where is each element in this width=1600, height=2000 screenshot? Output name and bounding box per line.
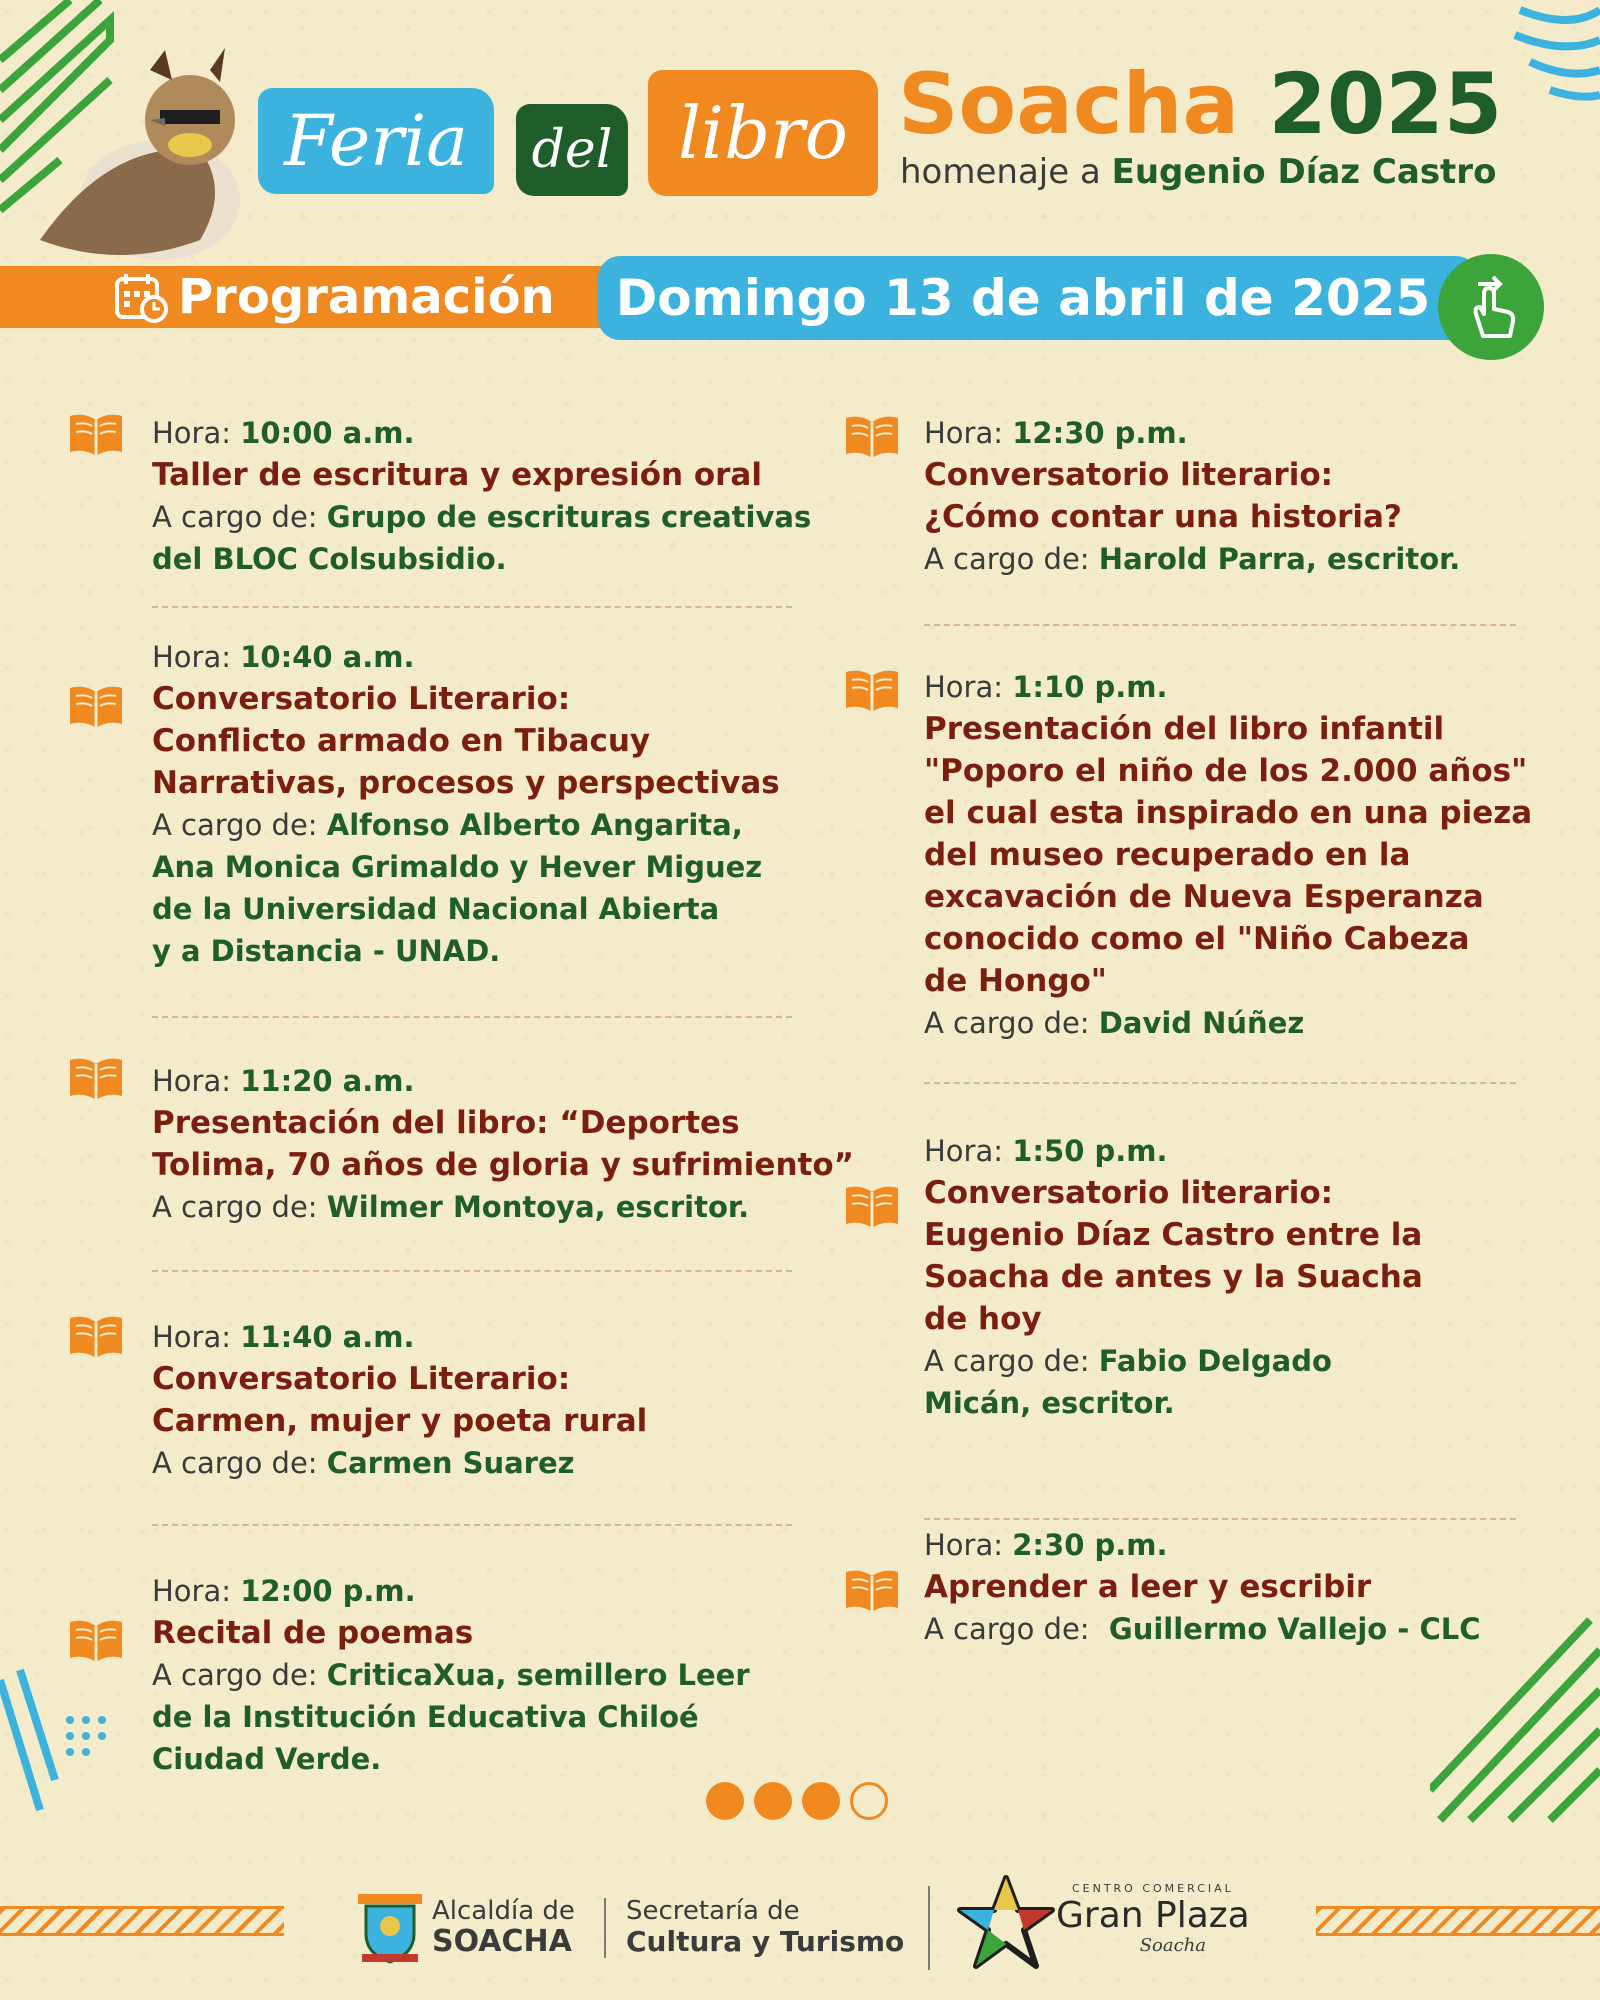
carousel-pagination — [706, 1782, 888, 1820]
programacion-label: Programación — [178, 269, 555, 325]
title-feria-box — [258, 88, 494, 194]
event-title: Presentación del libro infantil "Poporo el niño de los 2.000 años" el cual esta inspirado en una pieza del museo recuperado en la excavación de Nueva Esperanza conocido como el "Niño Cabeza de Hongo" — [924, 711, 1533, 999]
event-host: Alfonso Alberto Angarita, Ana Monica Grimaldo y Hever Miguez de la Universidad Nacional Abierta y a Distancia - UNAD. — [152, 808, 763, 968]
event-item — [924, 1130, 1600, 1424]
event-host: Carmen Suarez — [326, 1446, 575, 1480]
event-host: Wilmer Montoya, escritor. — [326, 1190, 750, 1224]
event-host-line — [152, 496, 852, 580]
cc-small-label: CENTRO COMERCIAL — [1071, 1882, 1234, 1895]
event-time: 10:40 a.m. — [240, 640, 415, 674]
event-item — [152, 1060, 872, 1228]
separator — [924, 1082, 1516, 1084]
hora-label: Hora: — [152, 1320, 232, 1354]
event-time-line — [152, 412, 852, 454]
homenaje-line — [900, 152, 1496, 192]
alcaldia-line1: Alcaldía de — [432, 1896, 575, 1926]
event-time-line — [924, 412, 1600, 454]
event-item — [152, 1316, 852, 1484]
event-host-line — [152, 804, 852, 972]
separator — [152, 606, 792, 608]
city-name: Soacha — [898, 55, 1240, 153]
corner-stripes-top-right — [1510, 0, 1600, 110]
page-dot-4-current[interactable] — [850, 1782, 888, 1820]
title-libro-box — [648, 70, 878, 196]
hora-label: Hora: — [152, 1574, 232, 1608]
separator — [152, 1016, 792, 1018]
hand-tap-icon — [1438, 254, 1544, 360]
book-icon — [66, 684, 126, 730]
cc-city: Soacha — [1139, 1935, 1207, 1956]
event-item — [152, 636, 852, 972]
hora-label: Hora: — [152, 1064, 232, 1098]
book-icon — [842, 668, 902, 714]
separator — [924, 1518, 1516, 1520]
hora-label: Hora: — [152, 416, 232, 450]
event-item — [924, 666, 1600, 1044]
cargo-label: A cargo de: — [152, 1446, 318, 1480]
event-time-line — [152, 1060, 872, 1102]
event-time-line — [152, 1316, 852, 1358]
book-icon — [66, 1618, 126, 1664]
hora-label: Hora: — [924, 1134, 1004, 1168]
event-item — [924, 1524, 1600, 1650]
event-date: Domingo 13 de abril de 2025 — [615, 269, 1431, 327]
tap-button[interactable] — [1438, 254, 1544, 360]
event-host: Harold Parra, escritor. — [1098, 542, 1461, 576]
title-feria: Feria — [284, 100, 468, 182]
event-host: Fabio Delgado Micán, escritor. — [924, 1344, 1332, 1420]
book-icon — [66, 412, 126, 458]
gran-plaza-logo-text — [1056, 1882, 1250, 1956]
alcaldia-line2: SOACHA — [432, 1924, 572, 1959]
hora-label: Hora: — [924, 416, 1004, 450]
event-time: 11:40 a.m. — [240, 1320, 415, 1354]
footer-divider — [604, 1898, 606, 1958]
event-host-line — [924, 1608, 1600, 1650]
book-icon — [842, 1184, 902, 1230]
event-title: Taller de escritura y expresión oral — [152, 457, 762, 493]
hora-label: Hora: — [924, 670, 1004, 704]
event-host-line — [152, 1442, 852, 1484]
secretaria-logo-text — [626, 1896, 904, 1958]
secretaria-line1: Secretaría de — [626, 1896, 800, 1926]
cargo-label: A cargo de: — [152, 500, 318, 534]
corner-stripes-bottom-left — [0, 1660, 120, 1830]
event-time: 11:20 a.m. — [240, 1064, 415, 1098]
hora-label: Hora: — [152, 640, 232, 674]
event-time-line — [924, 666, 1600, 708]
cargo-label: A cargo de: — [924, 1612, 1090, 1646]
event-time: 2:30 p.m. — [1012, 1528, 1168, 1562]
separator — [924, 624, 1516, 626]
event-time: 12:30 p.m. — [1012, 416, 1188, 450]
hora-label: Hora: — [924, 1528, 1004, 1562]
event-year: 2025 — [1268, 55, 1503, 153]
event-title: Conversatorio literario: Eugenio Díaz Castro entre la Soacha de antes y la Suacha de hoy — [924, 1175, 1423, 1337]
event-host-line — [924, 538, 1600, 580]
event-title: Conversatorio Literario: Conflicto armado en Tibacuy Narrativas, procesos y perspectivas — [152, 681, 780, 801]
city-year-title — [898, 55, 1503, 153]
event-host-line — [152, 1654, 852, 1780]
bird-illustration — [0, 40, 250, 270]
title-libro: libro — [678, 91, 848, 175]
cargo-label: A cargo de: — [152, 808, 318, 842]
event-item — [152, 412, 852, 580]
event-title: Conversatorio literario: ¿Cómo contar una historia? — [924, 457, 1402, 535]
event-title: Conversatorio Literario: Carmen, mujer y poeta rural — [152, 1361, 648, 1439]
footer-divider — [928, 1886, 930, 1970]
book-icon — [842, 1568, 902, 1614]
cargo-label: A cargo de: — [924, 1006, 1090, 1040]
event-host: Grupo de escrituras creativas del BLOC Colsubsidio. — [152, 500, 812, 576]
event-time-line — [152, 1570, 852, 1612]
book-icon — [842, 414, 902, 460]
event-host-line — [152, 1186, 872, 1228]
event-time-line — [924, 1130, 1600, 1172]
cc-name: Gran Plaza — [1056, 1895, 1250, 1936]
gran-plaza-star-icon — [956, 1874, 1056, 1970]
footer-weave-left — [0, 1906, 284, 1936]
title-del: del — [531, 120, 613, 180]
cargo-label: A cargo de: — [152, 1190, 318, 1224]
book-icon — [66, 1314, 126, 1360]
page-dot-2[interactable] — [754, 1782, 792, 1820]
event-title: Recital de poemas — [152, 1615, 474, 1651]
secretaria-line2: Cultura y Turismo — [626, 1925, 905, 1958]
title-del-box — [516, 104, 628, 196]
event-item — [152, 1570, 852, 1780]
event-time-line — [152, 636, 852, 678]
event-host: CriticaXua, semillero Leer de la Institución Educativa Chiloé Ciudad Verde. — [152, 1658, 750, 1776]
event-time: 10:00 a.m. — [240, 416, 415, 450]
event-host: David Núñez — [1098, 1006, 1305, 1040]
separator — [152, 1524, 792, 1526]
event-host: Guillermo Vallejo - CLC — [1098, 1612, 1481, 1646]
alcaldia-logo-text — [432, 1896, 575, 1958]
book-icon — [66, 1056, 126, 1102]
page-dot-3[interactable] — [802, 1782, 840, 1820]
page-dot-1[interactable] — [706, 1782, 744, 1820]
event-title: Presentación del libro: “Deportes Tolima, 70 años de gloria y sufrimiento” — [152, 1105, 855, 1183]
event-title: Aprender a leer y escribir — [924, 1569, 1372, 1605]
cargo-label: A cargo de: — [924, 542, 1090, 576]
cargo-label: A cargo de: — [152, 1658, 318, 1692]
homenaje-name: Eugenio Díaz Castro — [1111, 152, 1497, 192]
footer-weave-right — [1316, 1906, 1600, 1936]
cargo-label: A cargo de: — [924, 1344, 1090, 1378]
event-time: 1:10 p.m. — [1012, 670, 1168, 704]
event-time-line — [924, 1524, 1600, 1566]
calendar-clock-icon — [114, 271, 170, 323]
soacha-coat-of-arms-icon — [352, 1888, 428, 1966]
event-item — [924, 412, 1600, 580]
event-host-line — [924, 1002, 1600, 1044]
homenaje-prefix: homenaje a — [900, 152, 1101, 192]
separator — [152, 1270, 792, 1272]
event-host-line — [924, 1340, 1600, 1424]
event-time: 12:00 p.m. — [240, 1574, 416, 1608]
event-time: 1:50 p.m. — [1012, 1134, 1168, 1168]
